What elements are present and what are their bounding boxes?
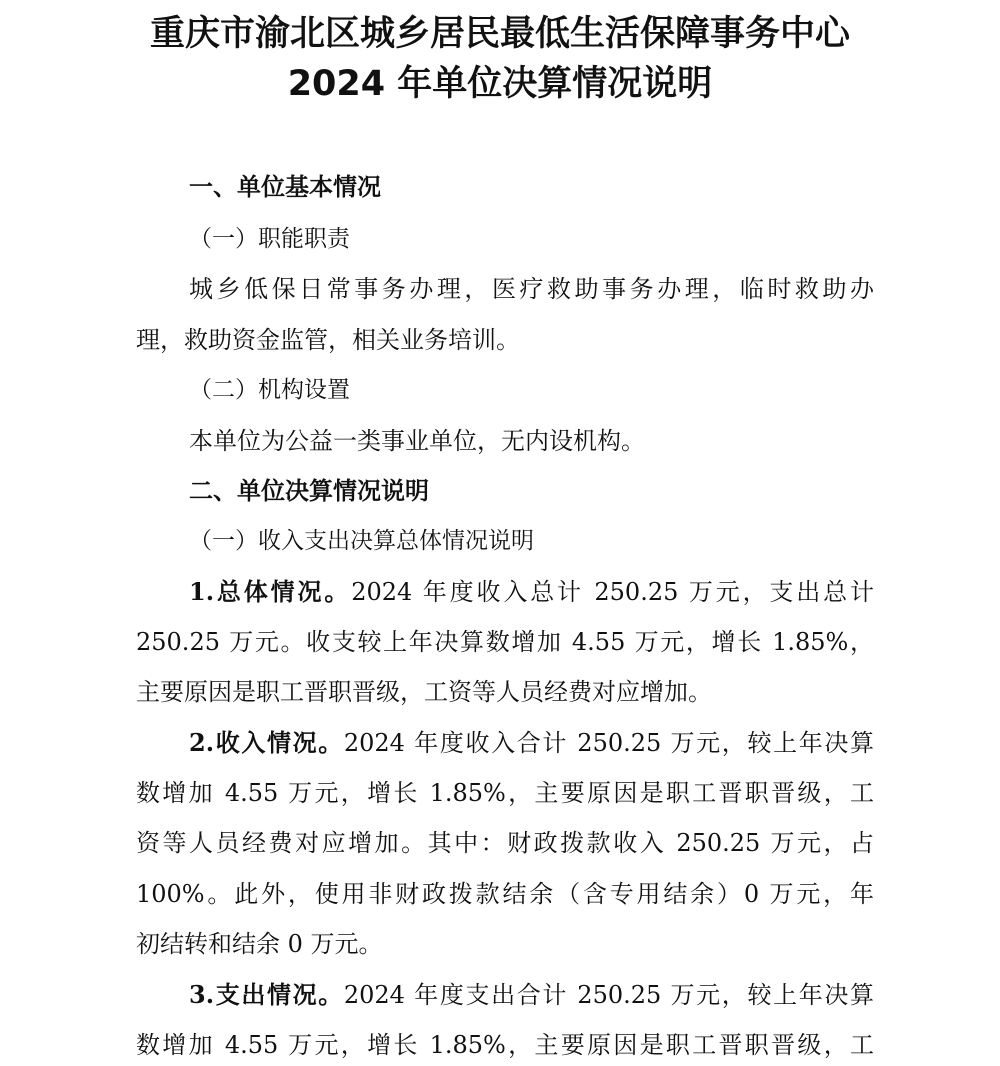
section-heading-basic-info: 一、单位基本情况 [189, 173, 381, 201]
functions-text-line-2: 理，救助资金监管，相关业务培训。 [136, 326, 520, 354]
subheading-functions: （一）职能职责 [189, 226, 350, 252]
overall-paragraph-line-3: 主要原因是职工晋职晋级，工资等人员经费对应增加。 [136, 678, 712, 706]
overall-paragraph-line-2: 250.25 万元。收支较上年决算数增加 4.55 万元，增长 1.85%， [136, 628, 874, 656]
expenditure-line-1-text: 2024 年度支出合计 250.25 万元，较上年决算 [343, 981, 874, 1009]
expenditure-lead: 3.支出情况。 [189, 980, 344, 1009]
overall-lead: 1.总体情况。 [189, 577, 352, 606]
income-line-1-text: 2024 年度收入合计 250.25 万元，较上年决算 [343, 729, 874, 757]
document-title-line-1: 重庆市渝北区城乡居民最低生活保障事务中心 [149, 14, 850, 54]
document-title-line-2: 2024 年单位决算情况说明 [287, 64, 713, 104]
income-paragraph-line-2: 数增加 4.55 万元，增长 1.85%，主要原因是职工晋职晋级，工 [136, 779, 874, 807]
expenditure-paragraph-line-1 [189, 980, 874, 1010]
overall-line-1-text: 2024 年度收入总计 250.25 万元，支出总计 [351, 578, 874, 606]
income-paragraph-line-1 [189, 728, 874, 758]
organization-text-line-1: 本单位为公益一类事业单位，无内设机构。 [189, 427, 645, 455]
income-paragraph-line-3: 资等人员经费对应增加。其中：财政拨款收入 250.25 万元，占 [136, 829, 874, 857]
subheading-organization: （二）机构设置 [189, 377, 350, 403]
income-lead: 2.收入情况。 [189, 728, 344, 757]
expenditure-paragraph-line-2: 数增加 4.55 万元，增长 1.85%，主要原因是职工晋职晋级，工 [136, 1031, 874, 1059]
subheading-income-expenditure-overview: （一）收入支出决算总体情况说明 [189, 528, 534, 554]
income-paragraph-line-5: 初结转和结余 0 万元。 [136, 930, 383, 958]
section-heading-final-accounts: 二、单位决算情况说明 [189, 477, 429, 505]
functions-text-line-1: 城乡低保日常事务办理，医疗救助事务办理，临时救助办 [189, 275, 874, 303]
overall-paragraph-line-1 [189, 577, 874, 607]
income-paragraph-line-4: 100%。此外，使用非财政拨款结余（含专用结余）0 万元，年 [136, 880, 874, 908]
